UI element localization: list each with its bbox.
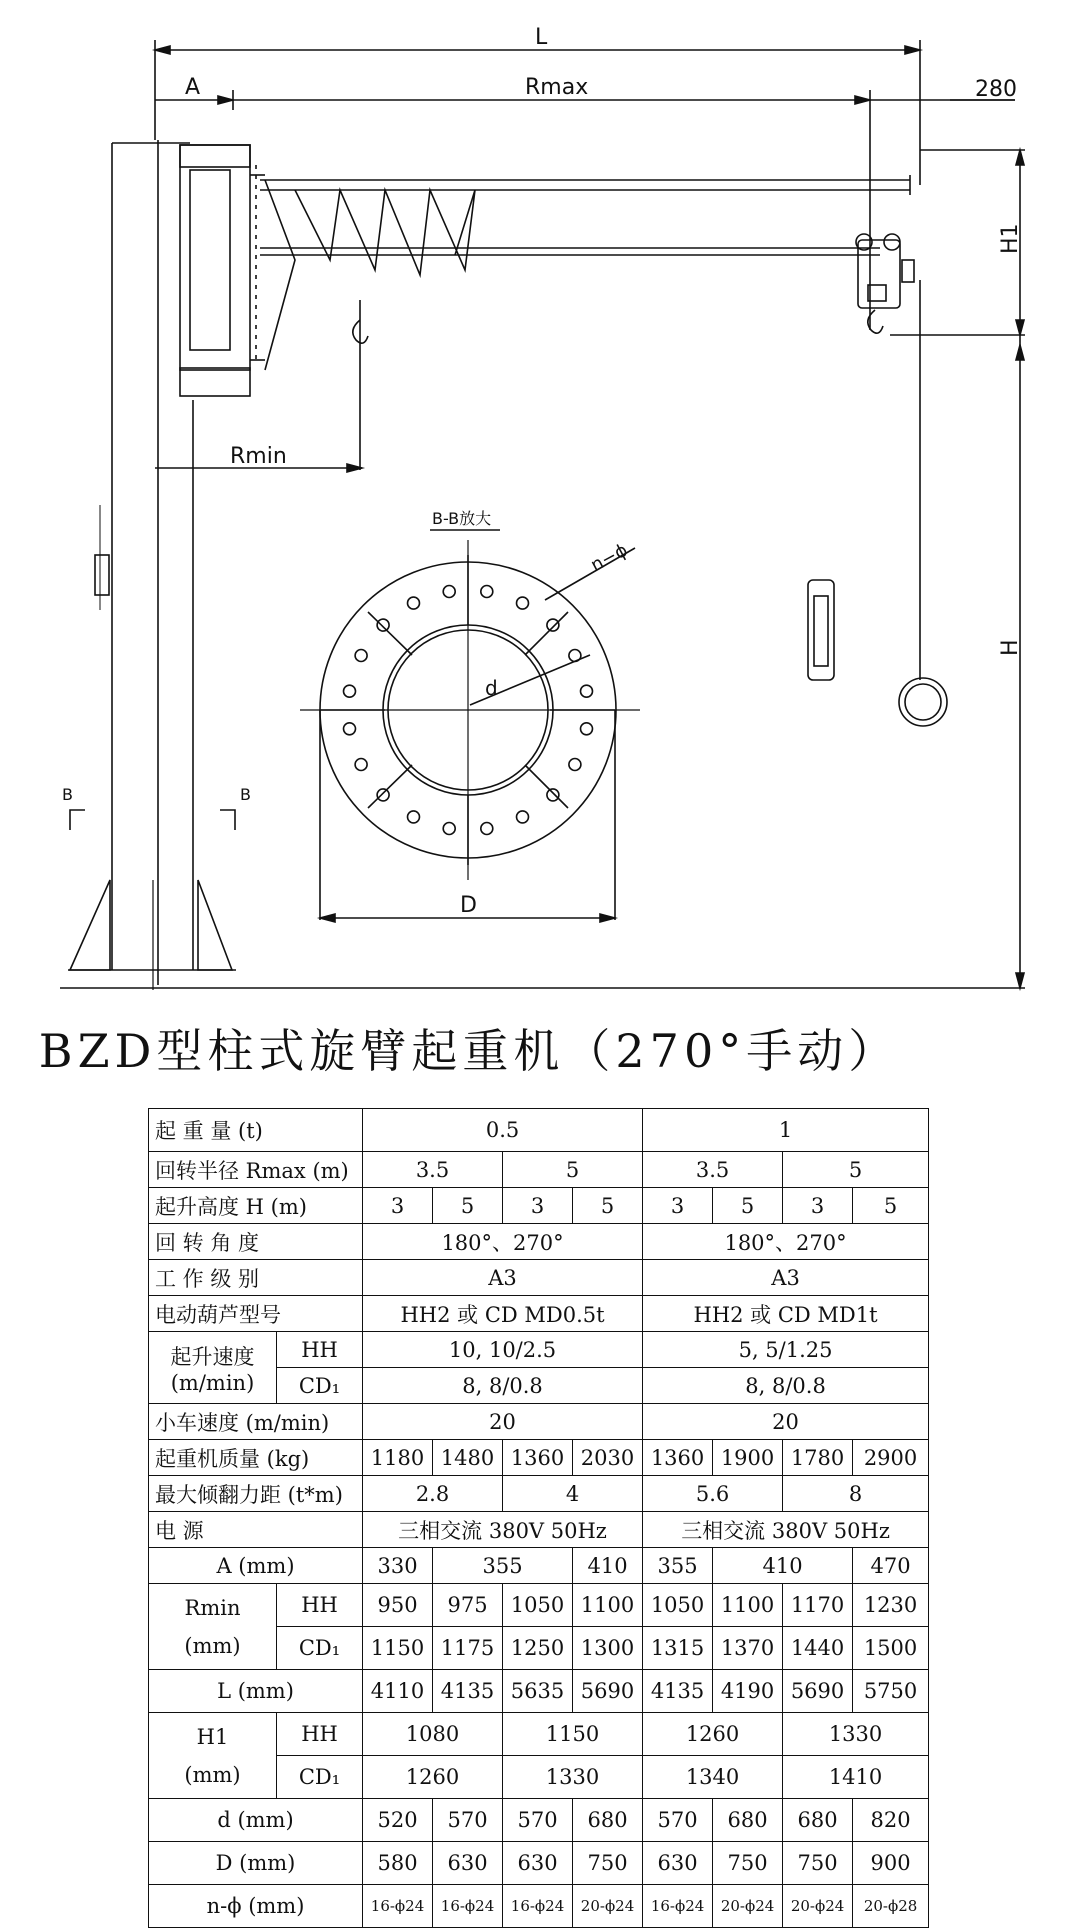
table-cell: HH2 或 CD MD1t [643, 1296, 929, 1332]
table-cell: 5 [503, 1152, 643, 1188]
table-cell: 1315 [643, 1627, 713, 1670]
table-cell: 1100 [573, 1584, 643, 1627]
row-lift-speed-hh [149, 1332, 929, 1368]
sub-label: CD₁ [277, 1627, 363, 1670]
table-cell: 3 [363, 1188, 433, 1224]
sub-label: CD₁ [277, 1756, 363, 1799]
bolt-hole [355, 759, 367, 771]
table-cell: 16-ϕ24 [433, 1885, 503, 1928]
row-label [149, 1584, 277, 1670]
table-cell: 1175 [433, 1627, 503, 1670]
bolt-hole [547, 789, 559, 801]
table-cell: 900 [853, 1842, 929, 1885]
row-label: 电 源 [149, 1512, 363, 1548]
table-cell: 5690 [573, 1670, 643, 1713]
table-cell: 1080 [363, 1713, 503, 1756]
row-D [149, 1842, 929, 1885]
dimension-L [155, 40, 920, 185]
row-crane-mass [149, 1440, 929, 1476]
table-cell: 630 [503, 1842, 573, 1885]
table-cell: 570 [643, 1799, 713, 1842]
row-A [149, 1548, 929, 1584]
table-cell: 10, 10/2.5 [363, 1332, 643, 1368]
table-cell: 0.5 [363, 1109, 643, 1152]
label-D: D [460, 893, 477, 918]
label-A: A [185, 75, 201, 100]
table-cell: 20-ϕ24 [783, 1885, 853, 1928]
lift-speed-label: 起升速度 [170, 1344, 255, 1369]
rmin-unit: (mm) [184, 1633, 241, 1658]
row-rmax [149, 1152, 929, 1188]
table-cell: 680 [783, 1799, 853, 1842]
table-cell: 1330 [783, 1713, 929, 1756]
table-cell: HH2 或 CD MD0.5t [363, 1296, 643, 1332]
bolt-hole [481, 586, 493, 598]
table-cell: 5, 5/1.25 [643, 1332, 929, 1368]
bolt-hole [547, 619, 559, 631]
bolt-hole [443, 823, 455, 835]
table-cell: 1330 [503, 1756, 643, 1799]
row-label: 起重机质量 (kg) [149, 1440, 363, 1476]
table-cell: 1360 [643, 1440, 713, 1476]
row-label: n-ϕ (mm) [149, 1885, 363, 1928]
table-cell: 680 [713, 1799, 783, 1842]
sub-label: HH [277, 1713, 363, 1756]
table-cell: 3 [783, 1188, 853, 1224]
table-cell: 20-ϕ28 [853, 1885, 929, 1928]
row-label: 小车速度 (m/min) [149, 1404, 363, 1440]
bolt-hole [344, 685, 356, 697]
table-cell: 5 [433, 1188, 503, 1224]
bolt-hole [481, 823, 493, 835]
sub-label: CD₁ [277, 1368, 363, 1404]
hoist-trolley [856, 234, 947, 726]
sub-label: HH [277, 1332, 363, 1368]
table-cell: 20 [363, 1404, 643, 1440]
hook-near-column [353, 300, 368, 470]
table-cell: 20-ϕ24 [573, 1885, 643, 1928]
row-trolley-speed [149, 1404, 929, 1440]
row-label: d (mm) [149, 1799, 363, 1842]
bolt-hole [569, 759, 581, 771]
table-cell: 2900 [853, 1440, 929, 1476]
table-cell: 630 [643, 1842, 713, 1885]
bolt-hole [581, 685, 593, 697]
label-H1: H1 [998, 223, 1023, 254]
row-power [149, 1512, 929, 1548]
table-cell: 750 [573, 1842, 643, 1885]
table-cell: 1170 [783, 1584, 853, 1627]
label-n-phi: n−ϕ [587, 539, 632, 577]
table-cell: 4190 [713, 1670, 783, 1713]
table-cell: 1410 [783, 1756, 929, 1799]
table-cell: 16-ϕ24 [363, 1885, 433, 1928]
label-H: H [998, 639, 1023, 656]
table-cell: 1180 [363, 1440, 433, 1476]
bolt-hole [377, 619, 389, 631]
bolt-hole [443, 586, 455, 598]
table-cell: 4135 [643, 1670, 713, 1713]
table-cell: 975 [433, 1584, 503, 1627]
bolt-hole [517, 811, 529, 823]
bolt-hole [517, 597, 529, 609]
row-label: A (mm) [149, 1548, 363, 1584]
row-label: 回转半径 Rmax (m) [149, 1152, 363, 1188]
row-h1-hh [149, 1713, 929, 1756]
pendant-control [808, 580, 834, 680]
table-cell: 820 [853, 1799, 929, 1842]
flange-section [300, 530, 640, 922]
row-rotation [149, 1224, 929, 1260]
table-cell: 630 [433, 1842, 503, 1885]
table-cell: 1050 [643, 1584, 713, 1627]
row-label: D (mm) [149, 1842, 363, 1885]
table-cell: 3.5 [643, 1152, 783, 1188]
table-cell: 750 [783, 1842, 853, 1885]
table-cell: 410 [573, 1548, 643, 1584]
row-n-phi [149, 1885, 929, 1928]
table-cell: 2030 [573, 1440, 643, 1476]
table-cell: 5 [573, 1188, 643, 1224]
row-label [149, 1713, 277, 1799]
row-label: 起升高度 H (m) [149, 1188, 363, 1224]
table-cell: 1150 [503, 1713, 643, 1756]
table-cell: 1780 [783, 1440, 853, 1476]
table-cell: 680 [573, 1799, 643, 1842]
lift-speed-unit: (m/min) [170, 1370, 255, 1395]
label-L: L [535, 25, 548, 50]
table-cell: 5635 [503, 1670, 573, 1713]
table-cell: 180°、270° [363, 1224, 643, 1260]
section-mark-left: B [62, 785, 73, 804]
spec-table [148, 1108, 929, 1928]
row-label: 电动葫芦型号 [149, 1296, 363, 1332]
label-section: B-B放大 [432, 509, 492, 528]
row-label: L (mm) [149, 1670, 363, 1713]
page-title: BZD型柱式旋臂起重机（270°手动） [38, 1024, 900, 1078]
table-cell: 1260 [643, 1713, 783, 1756]
table-cell: 5690 [783, 1670, 853, 1713]
bolt-hole [355, 650, 367, 662]
label-d: d [485, 676, 498, 700]
table-cell: A3 [643, 1260, 929, 1296]
table-cell: 3 [503, 1188, 573, 1224]
table-cell: 470 [853, 1548, 929, 1584]
sub-label: HH [277, 1584, 363, 1627]
table-cell: A3 [363, 1260, 643, 1296]
table-cell: 1340 [643, 1756, 783, 1799]
table-cell: 1440 [783, 1627, 853, 1670]
table-cell: 750 [713, 1842, 783, 1885]
table-cell: 20 [643, 1404, 929, 1440]
bolt-hole [408, 597, 420, 609]
dimension-heights [60, 150, 1025, 988]
h1-label: H1 [196, 1724, 229, 1749]
table-cell: 1250 [503, 1627, 573, 1670]
bolt-hole [377, 789, 389, 801]
table-cell: 8 [783, 1476, 929, 1512]
table-cell: 5.6 [643, 1476, 783, 1512]
row-L [149, 1670, 929, 1713]
row-work-class [149, 1260, 929, 1296]
table-cell: 8, 8/0.8 [643, 1368, 929, 1404]
table-cell: 5 [713, 1188, 783, 1224]
table-cell: 1150 [363, 1627, 433, 1670]
table-cell: 355 [433, 1548, 573, 1584]
row-d [149, 1799, 929, 1842]
bolt-hole [581, 723, 593, 735]
table-cell: 三相交流 380V 50Hz [363, 1512, 643, 1548]
label-280: 280 [975, 77, 1017, 102]
table-cell: 1230 [853, 1584, 929, 1627]
table-cell: 5 [783, 1152, 929, 1188]
table-cell: 3.5 [363, 1152, 503, 1188]
table-cell: 20-ϕ24 [713, 1885, 783, 1928]
table-cell: 5750 [853, 1670, 929, 1713]
table-cell: 580 [363, 1842, 433, 1885]
table-cell: 330 [363, 1548, 433, 1584]
table-cell: 4110 [363, 1670, 433, 1713]
table-cell: 570 [503, 1799, 573, 1842]
h1-unit: (mm) [184, 1762, 241, 1787]
table-cell: 8, 8/0.8 [363, 1368, 643, 1404]
table-cell: 950 [363, 1584, 433, 1627]
table-cell: 5 [853, 1188, 929, 1224]
row-lift-height [149, 1188, 929, 1224]
row-capacity [149, 1109, 929, 1152]
table-cell: 1260 [363, 1756, 503, 1799]
table-cell: 1300 [573, 1627, 643, 1670]
table-cell: 3 [643, 1188, 713, 1224]
table-cell: 1500 [853, 1627, 929, 1670]
row-label: 工 作 级 别 [149, 1260, 363, 1296]
table-cell: 1100 [713, 1584, 783, 1627]
table-cell: 1370 [713, 1627, 783, 1670]
table-cell: 16-ϕ24 [503, 1885, 573, 1928]
table-cell: 355 [643, 1548, 713, 1584]
section-mark-right: B [240, 785, 251, 804]
label-rmin: Rmin [230, 444, 287, 469]
bolt-hole [408, 811, 420, 823]
table-cell: 4 [503, 1476, 643, 1512]
label-rmax: Rmax [525, 75, 589, 100]
table-cell: 180°、270° [643, 1224, 929, 1260]
table-cell: 1 [643, 1109, 929, 1152]
column [68, 140, 236, 990]
slewing-head [180, 145, 265, 396]
table-cell: 1480 [433, 1440, 503, 1476]
row-rmin-hh [149, 1584, 929, 1627]
table-cell: 1360 [503, 1440, 573, 1476]
row-label: 起 重 量 (t) [149, 1109, 363, 1152]
row-label: 最大倾翻力距 (t*m) [149, 1476, 363, 1512]
row-label: 回 转 角 度 [149, 1224, 363, 1260]
table-cell: 三相交流 380V 50Hz [643, 1512, 929, 1548]
row-label [149, 1332, 277, 1404]
bolt-hole [344, 723, 356, 735]
table-cell: 520 [363, 1799, 433, 1842]
drawing-labels [62, 25, 1023, 918]
table-cell: 1050 [503, 1584, 573, 1627]
row-hoist-model [149, 1296, 929, 1332]
row-max-moment [149, 1476, 929, 1512]
section-marks [70, 810, 235, 830]
table-cell: 410 [713, 1548, 853, 1584]
rmin-label: Rmin [184, 1595, 241, 1620]
table-cell: 16-ϕ24 [643, 1885, 713, 1928]
table-cell: 4135 [433, 1670, 503, 1713]
table-cell: 1900 [713, 1440, 783, 1476]
table-cell: 2.8 [363, 1476, 503, 1512]
table-cell: 570 [433, 1799, 503, 1842]
